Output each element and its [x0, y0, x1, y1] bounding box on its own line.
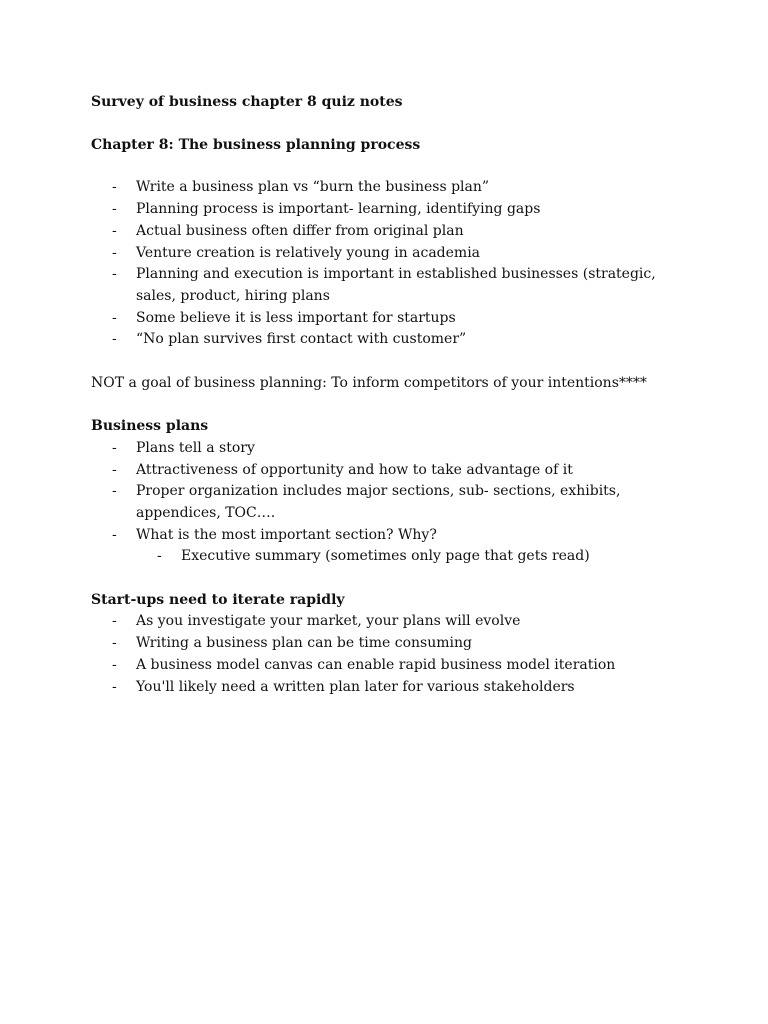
business-plans-heading: Business plans — [91, 418, 209, 435]
list-item-text: Some believe it is less important for startups — [136, 309, 456, 326]
list-item-text: Write a business plan vs “burn the business plan” — [136, 179, 490, 196]
dash-bullet: - — [112, 483, 117, 500]
dash-bullet: - — [112, 461, 117, 478]
list-item — [91, 460, 691, 482]
dash-bullet: - — [112, 309, 117, 326]
list-item — [91, 633, 691, 655]
startups-heading: Start-ups need to iterate rapidly — [91, 591, 345, 608]
list-item-text: Attractiveness of opportunity and how to take advantage of it — [136, 461, 573, 478]
list-item-text: A business model canvas can enable rapid business model iteration — [136, 656, 616, 673]
business-plans-list — [91, 438, 691, 547]
list-item-text: Executive summary (sometimes only page that gets read) — [181, 548, 590, 565]
dash-bullet: - — [112, 678, 117, 695]
list-item-text: What is the most important section? Why? — [136, 526, 437, 543]
document-content — [91, 92, 691, 698]
list-item — [91, 546, 691, 568]
list-item — [91, 308, 691, 330]
chapter-heading: Chapter 8: The business planning process — [91, 136, 421, 153]
list-item — [91, 677, 691, 699]
dash-bullet: - — [112, 266, 117, 283]
spacer — [91, 568, 691, 590]
dash-bullet: - — [112, 331, 117, 348]
list-item — [91, 264, 691, 307]
list-item-text: As you investigate your market, your plans will evolve — [136, 613, 521, 630]
dash-bullet: - — [157, 548, 162, 565]
chapter-list — [91, 177, 691, 351]
list-item-text: Writing a business plan can be time consuming — [136, 635, 472, 652]
list-item-text: Venture creation is relatively young in academia — [136, 244, 481, 261]
list-item-text: Plans tell a story — [136, 439, 255, 456]
list-item — [91, 438, 691, 460]
list-item — [91, 221, 691, 243]
business-plans-sublist — [91, 546, 691, 568]
dash-bullet: - — [112, 526, 117, 543]
list-item — [91, 525, 691, 547]
list-item — [91, 329, 691, 351]
list-item-text: Proper organization includes major sections, sub- sections, exhibits, appendices, TOC…. — [136, 483, 621, 521]
dash-bullet: - — [112, 244, 117, 261]
list-item — [91, 243, 691, 265]
list-item-text: Planning and execution is important in established businesses (strategic, sales, product, hiring plans — [136, 266, 656, 304]
list-item — [91, 611, 691, 633]
list-item — [91, 199, 691, 221]
dash-bullet: - — [112, 613, 117, 630]
not-goal-statement: NOT a goal of business planning: To inform competitors of your intentions**** — [91, 374, 647, 391]
document-title: Survey of business chapter 8 quiz notes — [91, 94, 403, 110]
startups-list — [91, 611, 691, 698]
dash-bullet: - — [112, 635, 117, 652]
dash-bullet: - — [112, 179, 117, 196]
list-item — [91, 177, 691, 199]
spacer — [91, 394, 691, 416]
list-item-text: “No plan survives first contact with customer” — [136, 331, 467, 348]
dash-bullet: - — [112, 656, 117, 673]
spacer — [91, 351, 691, 373]
list-item-text: You'll likely need a written plan later for various stakeholders — [136, 678, 575, 695]
list-item — [91, 481, 691, 524]
dash-bullet: - — [112, 222, 117, 239]
list-item-text: Planning process is important- learning, identifying gaps — [136, 201, 541, 218]
list-item-text: Actual business often differ from original plan — [136, 222, 464, 239]
dash-bullet: - — [112, 201, 117, 218]
dash-bullet: - — [112, 439, 117, 456]
list-item — [91, 655, 691, 677]
